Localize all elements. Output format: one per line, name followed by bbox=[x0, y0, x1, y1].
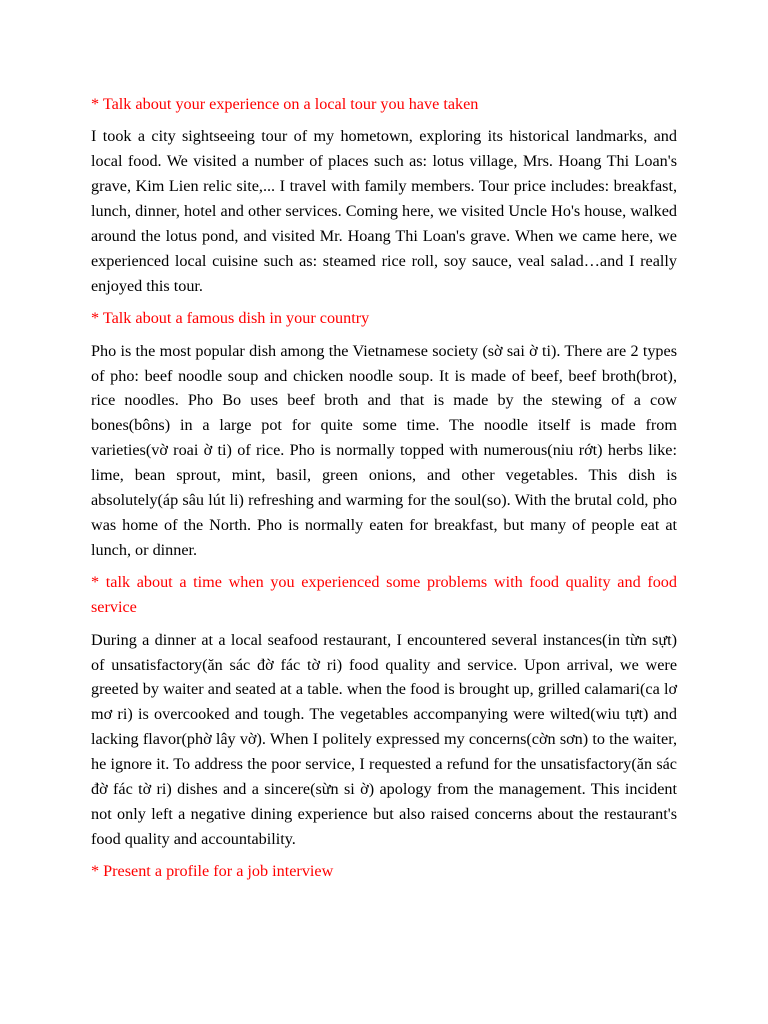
section-heading-food-problems: * talk about a time when you experienced some problems with food quality and food service bbox=[91, 573, 677, 617]
section-heading-job-profile: * Present a profile for a job interview bbox=[91, 862, 334, 881]
section-heading-local-tour: * Talk about your experience on a local tour you have taken bbox=[91, 95, 479, 113]
section-heading-famous-dish: * Talk about a famous dish in your country bbox=[91, 309, 370, 328]
section-body-food-problems: During a dinner at a local seafood restaurant, I encountered several instances(in từn sựt) of unsatisfactory(ăn sác đờ fác tờ ri) food quality and service. Upon arrival, we were greeted by waiter and seated at a table. when the food is brought up, grilled calamari(ca lơ mơ ri) is overcooked and tough. The vegetables accompanying were wilted(wiu tựt) and lacking flavor(phờ lây vờ). When I politely expressed my concerns(cờn sơn) to the waiter, he ignore it. To address the poor service, I requested a refund for the unsatisfactory(ăn sác đờ fác tờ ri) dishes and a sincere(sừn si ờ) apology from the management. This incident not only left a negative dining experience but also raised concerns about the restaurant's food quality and accountability. bbox=[91, 630, 677, 848]
section-body-local-tour: I took a city sightseeing tour of my hometown, exploring its historical landmarks, and local food. We visited a number of places such as: lotus village, Mrs. Hoang Thi Loan's grave, Kim Lien relic site,... I travel with family members. Tour price includes: breakfast, lunch, dinner, hotel and other services. Coming here, we visited Uncle Ho's house, walked around the lotus pond, and visited Mr. Hoang Thi Loan's grave. When we came here, we experienced local cuisine such as: steamed rice roll, soy sauce, veal salad…and I really enjoyed this tour. bbox=[91, 127, 677, 295]
document-page bbox=[91, 92, 677, 892]
section-body-famous-dish: Pho is the most popular dish among the Vietnamese society (sờ sai ờ ti). There are 2 types of pho: beef noodle soup and chicken noodle soup. It is made of beef, beef broth(brot), rice noodles. Pho Bo uses beef broth and that is made by the stewing of a cow bones(bôns) in a large pot for quite some time. The noodle itself is made from varieties(vờ roai ờ ti) of rice. Pho is normally topped with numerous(niu rớt) herbs like: lime, bean sprout, mint, basil, green onions, and other vegetables. This dish is absolutely(áp sâu lút li) refreshing and warming for the soul(so). With the brutal cold, pho was home of the North. Pho is normally eaten for breakfast, but many of people eat at lunch, or dinner. bbox=[91, 341, 677, 559]
